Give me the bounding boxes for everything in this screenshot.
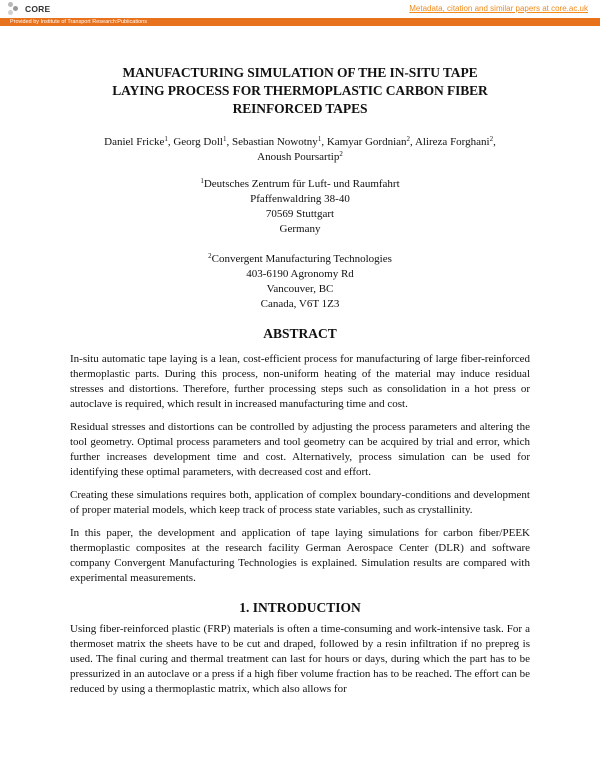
title-line: REINFORCED TAPES (232, 101, 368, 116)
introduction-paragraph: Using fiber-reinforced plastic (FRP) materials is often a time-consuming and work-intensive task. For a thermoset matrix the sheets have to be cut and draped, followed by a resin infiltration if no prepreg is used. The final curing and thermal treatment can last for hours or days, during which the part has to be pressurized in an autoclave or a press if a high fiber volume fraction has to be reached. The effort can be reduced by using a thermoplastic matrix, which also allows for (70, 623, 530, 695)
author-affiliation-marker: 2 (406, 135, 411, 143)
author-affiliation-marker: 1 (222, 135, 227, 143)
affiliation-marker: 2 (208, 252, 212, 260)
affiliation-line: Canada, V6T 1Z3 (260, 298, 340, 310)
affiliation-line: Vancouver, BC (266, 283, 334, 295)
author-affiliation-marker: 2 (489, 135, 494, 143)
provider-strip (0, 18, 600, 26)
affiliation-line: Convergent Manufacturing Technologies (211, 253, 392, 265)
abstract-heading: ABSTRACT (263, 326, 337, 341)
title-line: LAYING PROCESS FOR THERMOPLASTIC CARBON FIBER (112, 83, 488, 98)
affiliation-1 (70, 177, 530, 237)
affiliation-line: Germany (279, 223, 321, 235)
author-name: Kamyar Gordnian (326, 136, 407, 148)
author-name: Anoush Poursartip (257, 151, 340, 163)
paper-title (70, 64, 530, 118)
author-affiliation-marker: 1 (317, 135, 322, 143)
core-logo[interactable] (8, 2, 50, 15)
core-metadata-link[interactable]: Metadata, citation and similar papers at core.ac.uk (409, 4, 588, 13)
author-list: Daniel Fricke$^1$, Georg Doll$^1$, Sebastian Nowotny$^1$, Kamyar Gordnian$^2$, Alireza Forghani$^2$, Anoush Poursartip$^2$ (104, 135, 496, 163)
paper-page (70, 64, 530, 705)
author-affiliation-marker: 2 (339, 150, 343, 158)
core-logo-icon (8, 2, 22, 15)
provider-text: Provided by Institute of Transport Research:Publications (10, 19, 147, 25)
core-banner (0, 0, 600, 18)
core-logo-label: CORE (25, 3, 51, 14)
author-name: Georg Doll (173, 136, 223, 148)
affiliation-line: Pfaffenwaldring 38-40 (250, 193, 350, 205)
author-name: Daniel Fricke (104, 136, 165, 148)
affiliation-2 (70, 252, 530, 312)
author-name: Sebastian Nowotny (231, 136, 318, 148)
author-name: Alireza Forghani (414, 136, 490, 148)
abstract-paragraph: Residual stresses and distortions can be controlled by adjusting the process parameters and altering the tool geometry. Optimal process parameters and tool geometry can be acquired by trial and error, which further increases development time and cost. Alternatively, process simulation can be used for identifying these optimal parameters, with decreased cost and effort. (70, 421, 530, 478)
abstract-paragraph: In this paper, the development and application of tape laying simulations for carbon fiber/PEEK thermoplastic composites at the research facility German Aerospace Center (DLR) and software company Convergent Manufacturing Technologies is explained. Simulation results are compared with experimental measurements. (70, 527, 530, 584)
title-line: MANUFACTURING SIMULATION OF THE IN-SITU TAPE (122, 65, 478, 80)
affiliation-line: Deutsches Zentrum für Luft- und Raumfahrt (203, 178, 400, 190)
affiliation-line: 403-6190 Agronomy Rd (246, 268, 354, 280)
affiliation-marker: 1 (200, 177, 204, 185)
abstract-paragraph: In-situ automatic tape laying is a lean, cost-efficient process for manufacturing of large fiber-reinforced thermoplastic parts. During this process, non-uniform heating of the material may induce residual stresses and distortions. Therefore, further processing steps such as consolidation in a hot press or autoclave is required, which result in increased manufacturing time and cost. (70, 353, 530, 410)
abstract-paragraph: Creating these simulations requires both, application of complex boundary-conditions and development of proper material models, which keep track of process state variables, such as crystallinity. (70, 489, 530, 516)
affiliation-line: 70569 Stuttgart (265, 208, 335, 220)
introduction-heading: 1. INTRODUCTION (239, 600, 361, 615)
author-affiliation-marker: 1 (164, 135, 168, 143)
